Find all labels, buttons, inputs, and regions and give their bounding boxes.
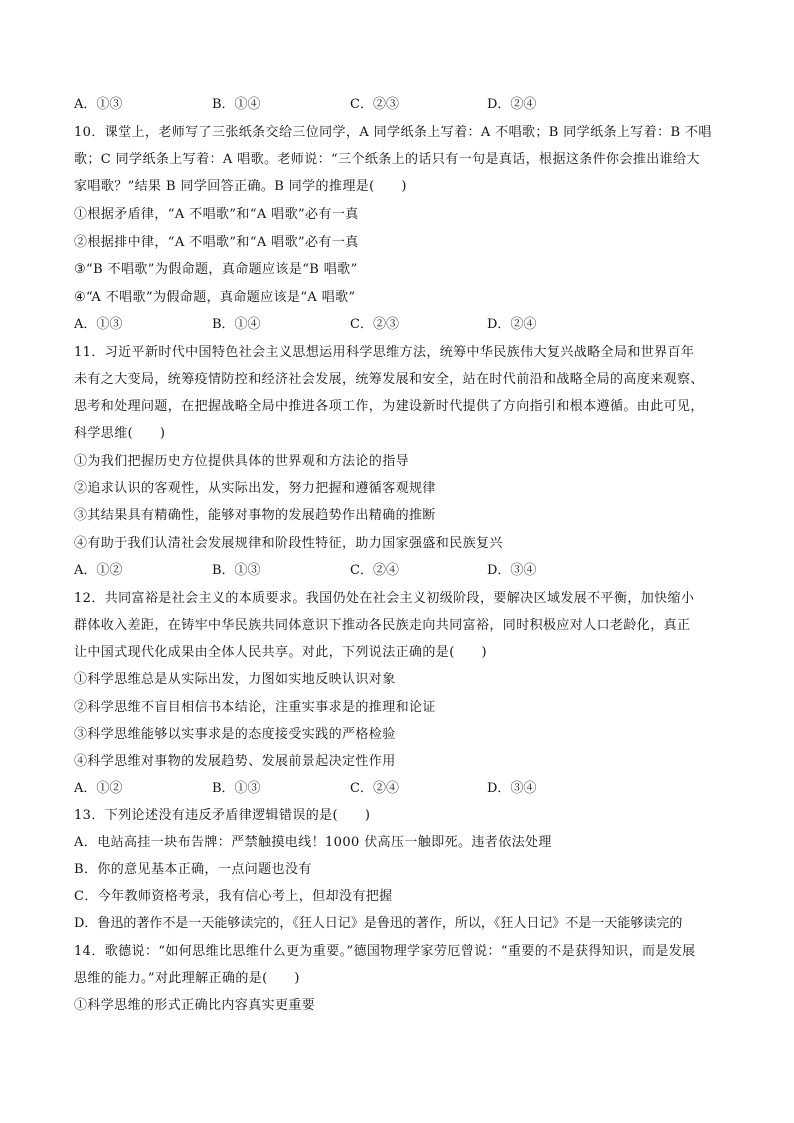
q11-stem-line-4: 科学思维( ) — [74, 426, 166, 441]
q9-option-b: B．①④ — [212, 97, 261, 112]
q10-stem-line-2: 歌；C 同学纸条上写着：A 唱歌。老师说：“三个纸条上的话只有一句是真话，根据这条件你会推出谁给大 — [74, 152, 700, 167]
q12-option-b: B．①③ — [212, 781, 261, 796]
q11-stem-line-3: 思考和处理问题，在把握战略全局中推进各项工作，为建设新时代提供了方向指引和根本遵循。由此可见， — [74, 399, 704, 414]
q13-option-b: B．你的意见基本正确，一点问题也没有 — [74, 862, 312, 877]
q11-stem-line-1: 11．习近平新时代中国特色社会主义思想运用科学思维方法，统筹中华民族伟大复兴战略全局和世界百年 — [74, 345, 695, 360]
q10-stem-line-3: 家唱歌？”结果 B 同学回答正确。B 同学的推理是( ) — [74, 179, 407, 194]
q13-option-a: A．电站高挂一块布告牌：严禁触摸电线！1000 伏高压一触即死。违者依法处理 — [74, 835, 552, 850]
q11-option-c: C．②④ — [350, 563, 399, 578]
q11-option-d: D．③④ — [487, 563, 537, 578]
q10-option-b: B．①④ — [212, 317, 261, 332]
q12-stem-line-3: 让中国式现代化成果由全体人民共享。对此，下列说法正确的是( ) — [74, 645, 487, 660]
q10-statement-3: ③“B 不唱歌”为假命题，真命题应该是“B 唱歌” — [74, 262, 358, 277]
q10-statement-2: ②根据排中律，“A 不唱歌”和“A 唱歌”必有一真 — [74, 235, 359, 250]
q12-statement-2: ②科学思维不盲目相信书本结论，注重实事求是的推理和论证 — [74, 700, 436, 715]
q14-stem-line-1: 14．歌德说：“如何思维比思维什么更为重要。”德国物理学家劳厄曾说：“重要的不是获得知识，而是发展 — [74, 944, 696, 959]
q13-option-d: D．鲁迅的著作不是一天能够读完的，《狂人日记》是鲁迅的著作，所以，《狂人日记》不是一天能够读完的 — [74, 916, 683, 931]
q11-statement-4: ④有助于我们认清社会发展规律和阶段性特征，助力国家强盛和民族复兴 — [74, 536, 503, 551]
q13-option-c: C．今年教师资格考录，我有信心考上，但却没有把握 — [74, 889, 393, 904]
q9-option-d: D．②④ — [487, 97, 537, 112]
q12-stem-line-2: 群体收入差距，在铸牢中华民族共同体意识下推动各民族走向共同富裕，同时积极应对人口老龄化，真正 — [74, 618, 691, 633]
q10-stem-line-1: 10．课堂上，老师写了三张纸条交给三位同学，A 同学纸条上写着：A 不唱歌；B 同学纸条上写着：B 不唱 — [74, 125, 712, 140]
q12-statement-4: ④科学思维对事物的发展趋势、发展前景起决定性作用 — [74, 754, 396, 769]
q12-option-c: C．②④ — [350, 781, 399, 796]
q14-statement-1: ①科学思维的形式正确比内容真实更重要 — [74, 998, 316, 1013]
q12-statement-3: ③科学思维能够以实事求是的态度接受实践的严格检验 — [74, 727, 396, 742]
q11-option-a: A．①② — [74, 563, 123, 578]
q13-stem: 13．下列论述没有违反矛盾律逻辑错误的是( ) — [74, 808, 371, 823]
q12-stem-line-1: 12．共同富裕是社会主义的本质要求。我国仍处在社会主义初级阶段，要解决区域发展不平衡，加快缩小 — [74, 591, 695, 606]
q10-option-d: D．②④ — [487, 317, 537, 332]
q11-statement-3: ③其结果具有精确性，能够对事物的发展趋势作出精确的推断 — [74, 508, 436, 523]
q12-statement-1: ①科学思维总是从实际出发，力图如实地反映认识对象 — [74, 672, 396, 687]
q10-option-a: A．①③ — [74, 317, 123, 332]
q14-stem-line-2: 思维的能力。”对此理解正确的是( ) — [74, 971, 300, 986]
q12-option-a: A．①② — [74, 781, 123, 796]
q10-option-c: C．②③ — [350, 317, 399, 332]
q9-option-a: A．①③ — [74, 97, 123, 112]
q10-statement-1: ①根据矛盾律，“A 不唱歌”和“A 唱歌”必有一真 — [74, 207, 359, 222]
q9-option-c: C．②③ — [350, 97, 399, 112]
q12-option-d: D．③④ — [487, 781, 537, 796]
q11-statement-1: ①为我们把握历史方位提供具体的世界观和方法论的指导 — [74, 454, 410, 469]
q11-option-b: B．①③ — [212, 563, 261, 578]
q11-stem-line-2: 未有之大变局，统筹疫情防控和经济社会发展，统筹发展和安全，站在时代前沿和战略全局的高度来观察、 — [74, 372, 704, 387]
q11-statement-2: ②追求认识的客观性，从实际出发，努力把握和遵循客观规律 — [74, 481, 436, 496]
q10-statement-4: ④“A 不唱歌”为假命题，真命题应该是“A 唱歌” — [74, 290, 356, 305]
